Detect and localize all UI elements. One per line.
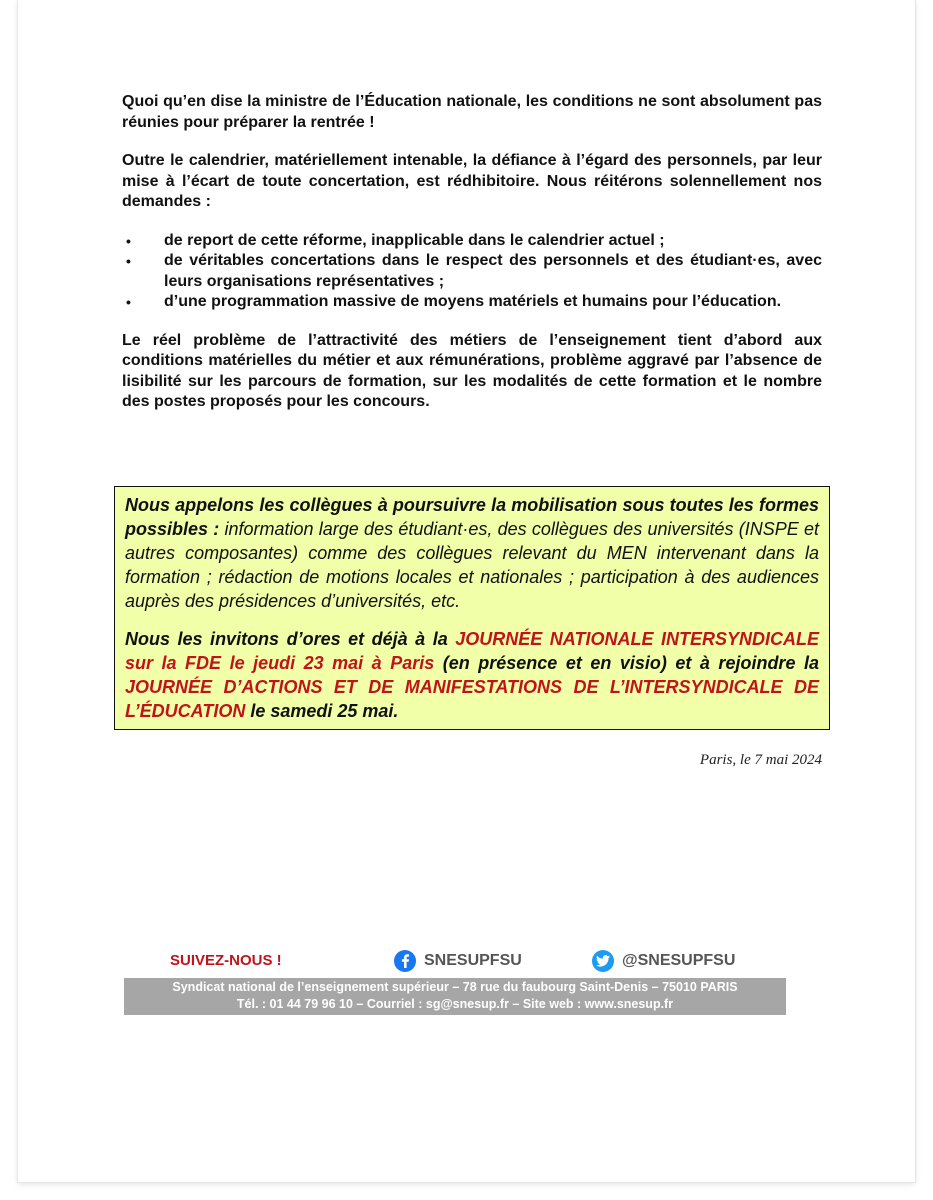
- facebook-handle: SNESUPFSU: [424, 952, 522, 969]
- dateline: Paris, le 7 mai 2024: [699, 752, 822, 768]
- footer-social: [122, 948, 784, 976]
- footer-contact: Tél. : 01 44 79 96 10 – Courriel : sg@snesup.fr – Site web : www.snesup.fr: [236, 997, 674, 1011]
- twitter-handle: @SNESUPFSU: [622, 952, 736, 969]
- footer-address: Syndicat national de l’enseignement supérieur – 78 rue du faubourg Saint-Denis – 75010 PARIS: [172, 980, 738, 994]
- bullet-icon: •: [126, 232, 131, 249]
- body-text: [122, 92, 822, 413]
- bullet-icon: •: [126, 253, 131, 269]
- callout-paragraph-2: Nous les invitons d’ores et déjà à la JOURNÉE NATIONALE INTERSYNDICALE sur la FDE le jeudi 23 mai à Paris (en présence et en visio) et à rejoindre la JOURNÉE D’ACTIONS ET DE MANIFESTATIONS DE L’INTERSYNDICALE DE L’ÉDUCATION le samedi 25 mai.: [125, 629, 819, 721]
- demands-list: [122, 231, 822, 313]
- footer-address-bar: [124, 978, 786, 1015]
- follow-us-label: SUIVEZ-NOUS !: [170, 952, 282, 969]
- bullet-icon: •: [126, 294, 131, 310]
- paragraph-intro: Quoi qu’en dise la ministre de l’Éducation nationale, les conditions ne sont absolument pas réunies pour préparer la rentrée !: [122, 93, 822, 131]
- paragraph-demands-intro: Outre le calendrier, matériellement intenable, la défiance à l’égard des personnels, par leur mise à l’écart de toute concertation, est rédhibitoire. Nous réitérons solennellement nos demandes :: [122, 152, 822, 210]
- facebook-icon: [394, 950, 416, 972]
- facebook-link[interactable]: [394, 950, 522, 972]
- national-day-highlight: JOURNÉE NATIONALE INTERSYNDICALE sur la FDE le jeudi 23 mai à Paris: [125, 629, 819, 673]
- actions-day-highlight: JOURNÉE D’ACTIONS ET DE MANIFESTATIONS DE L’INTERSYNDICALE DE L’ÉDUCATION: [125, 677, 819, 721]
- list-item: • de report de cette réforme, inapplicable dans le calendrier actuel ;: [122, 231, 822, 252]
- twitter-link[interactable]: [592, 950, 735, 972]
- twitter-bird-icon: [592, 950, 614, 972]
- callout-paragraph-1: Nous appelons les collègues à poursuivre la mobilisation sous toutes les formes possibles : information large des étudiant·es, des collègues des universités (INSPE et autres composantes) comme des collègues relevant du MEN intervenant dans la formation ; rédaction de motions locales et nationales ; participation à des audiences auprès des présidences d’universités, etc.: [125, 495, 819, 611]
- paragraph-attractivity: Le réel problème de l’attractivité des métiers de l’enseignement tient d’abord aux conditions matérielles du métier et aux rémunérations, problème aggravé par l’absence de lisibilité sur les parcours de formation, sur les modalités de cette formation et le nombre des postes proposés pour les concours.: [122, 331, 822, 410]
- mobilisation-callout: [114, 486, 830, 730]
- list-item: • d’une programmation massive de moyens matériels et humains pour l’éducation.: [122, 292, 822, 313]
- list-item: • de véritables concertations dans le respect des personnels et des étudiant·es, avec leurs organisations représentatives ;: [126, 252, 822, 290]
